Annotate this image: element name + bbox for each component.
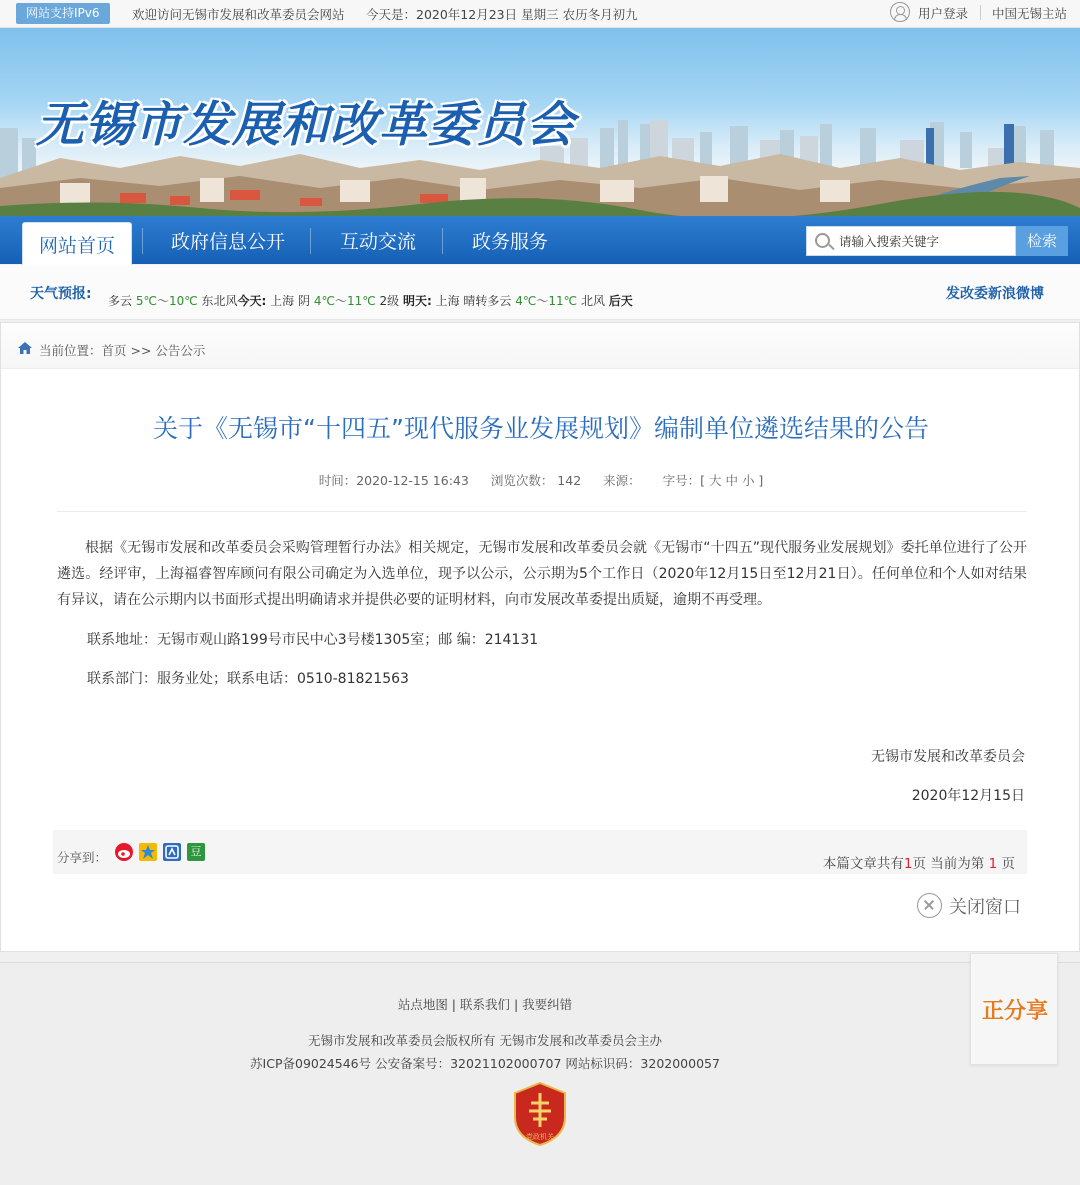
weather-segment: 明天:	[402, 294, 432, 308]
pagination-suffix: 页	[997, 856, 1015, 872]
search-box	[806, 226, 1016, 256]
pagination-prefix: 本篇文章共有	[822, 856, 904, 872]
article-body: 根据《无锡市发展和改革委员会采购管理暂行办法》相关规定，无锡市发展和改革委员会就《无锡市“十四五”现代服务业发展规划》委托单位进行了公开遴选。经评审，上海福睿智库顾问有限公司确定为入选单位，现予以公示，公示期为5个工作日（2020年12月15日至12月21日）。任何单位和个人如对结果有异议，请在公示期内以书面形式提出明确请求并提供必要的证明材料，向市发展改革委提出质疑，逾期不再受理。	[57, 540, 1027, 608]
weather-segment: 东北风	[197, 294, 238, 308]
ipv6-badge[interactable]: 网站支持IPv6	[16, 3, 110, 24]
search-input[interactable]	[839, 231, 1009, 251]
nav-services[interactable]: 政务服务	[471, 231, 548, 253]
header-banner	[0, 28, 1080, 218]
weather-segment: 5℃	[135, 294, 157, 308]
nav-divider	[310, 228, 311, 254]
weather-segment: ～	[156, 294, 169, 308]
weather-label: 天气预报:	[30, 286, 92, 302]
share-label: 分享到：	[57, 850, 108, 865]
nav-home[interactable]: 网站首页	[22, 222, 132, 268]
font-size-control[interactable]: 字号：[ 大 中 小 ]	[662, 473, 764, 488]
divider	[980, 5, 981, 20]
share-bar	[53, 830, 1027, 874]
article-panel	[0, 322, 1080, 952]
publish-time: 时间：2020-12-15 16:43	[318, 473, 469, 488]
footer-links[interactable]: 站点地图 | 联系我们 | 我要纠错	[397, 997, 573, 1012]
nav-interaction[interactable]: 互动交流	[339, 231, 416, 253]
user-icon[interactable]	[890, 2, 910, 22]
signature: 无锡市发展和改革委员会	[871, 749, 1025, 765]
current-page: 1	[988, 856, 998, 872]
weather-segment: 11℃	[346, 294, 376, 308]
contact-department: 联系部门：服务业处；联系电话：0510-81821563	[87, 671, 409, 687]
weather-segment: ～	[334, 294, 347, 308]
renren-icon[interactable]	[163, 843, 181, 861]
footer-icp: 苏ICP备09024546号 公安备案号：32021102000707 网站标识码：3202000057	[250, 1056, 720, 1071]
weibo-icon[interactable]	[115, 843, 133, 861]
home-icon	[18, 342, 32, 354]
weather-segment: 11℃	[548, 294, 578, 308]
footer	[0, 962, 1080, 1185]
breadcrumb-bar	[1, 323, 1079, 369]
pagination-middle: 页 当前为第	[912, 856, 989, 872]
weather-segment: 4℃	[313, 294, 335, 308]
weather-segment: 今天:	[237, 294, 267, 308]
view-count: 浏览次数： 142	[490, 473, 582, 488]
pagination-info	[823, 852, 1015, 872]
welcome-text: 欢迎访问无锡市发展和改革委员会网站	[132, 7, 345, 22]
today-date: 今天是：2020年12月23日 星期三 农历冬月初九	[366, 7, 638, 22]
nav-government-info[interactable]: 政府信息公开	[170, 231, 285, 253]
weather-segment: 上海 晴转多云	[431, 294, 516, 308]
article-source: 来源：	[603, 473, 641, 488]
weather-segment: 北风	[577, 294, 609, 308]
article-meta	[1, 471, 1080, 489]
top-bar	[0, 0, 1080, 28]
weather-segment: 10℃	[168, 294, 198, 308]
weather-ticker	[108, 292, 633, 309]
breadcrumb[interactable]: 当前位置：首页 >> 公告公示	[39, 343, 206, 358]
douban-icon[interactable]: 豆	[187, 843, 205, 861]
nav-divider	[442, 228, 443, 254]
weibo-link[interactable]: 发改委新浪微博	[946, 286, 1044, 302]
weather-segment: ～	[536, 294, 549, 308]
article-title: 关于《无锡市“十四五”现代服务业发展规划》编制单位遴选结果的公告	[153, 414, 929, 443]
party-government-emblem-icon[interactable]	[511, 1081, 569, 1147]
search-button[interactable]: 检索	[1016, 226, 1068, 256]
search-icon	[815, 233, 830, 248]
main-site-link[interactable]: 中国无锡主站	[992, 6, 1068, 21]
weather-segment: 多云	[108, 294, 136, 308]
close-window-label: 关闭窗口	[949, 897, 1021, 918]
weather-segment: 4℃	[515, 294, 537, 308]
login-link[interactable]: 用户登录	[918, 6, 969, 21]
floating-share-label: 正分享	[981, 999, 1048, 1024]
total-pages: 1	[903, 856, 913, 872]
contact-address: 联系地址：无锡市观山路199号市民中心3号楼1305室；邮 编：214131	[87, 632, 539, 648]
floating-share-button[interactable]	[970, 953, 1058, 1065]
weather-segment: 2级	[375, 294, 403, 308]
weather-bar	[0, 265, 1080, 320]
signature-date: 2020年12月15日	[911, 788, 1025, 804]
weather-segment: 后天	[608, 294, 633, 308]
divider	[57, 511, 1027, 512]
qzone-icon[interactable]	[139, 843, 157, 861]
weather-segment: 上海 阴	[266, 294, 314, 308]
nav-divider	[142, 228, 143, 254]
footer-copyright: 无锡市发展和改革委员会版权所有 无锡市发展和改革委员会主办	[308, 1033, 662, 1048]
site-title: 无锡市发展和改革委员会	[36, 97, 576, 153]
close-icon	[917, 893, 942, 918]
emblem-text: 党政机关	[526, 1133, 554, 1141]
